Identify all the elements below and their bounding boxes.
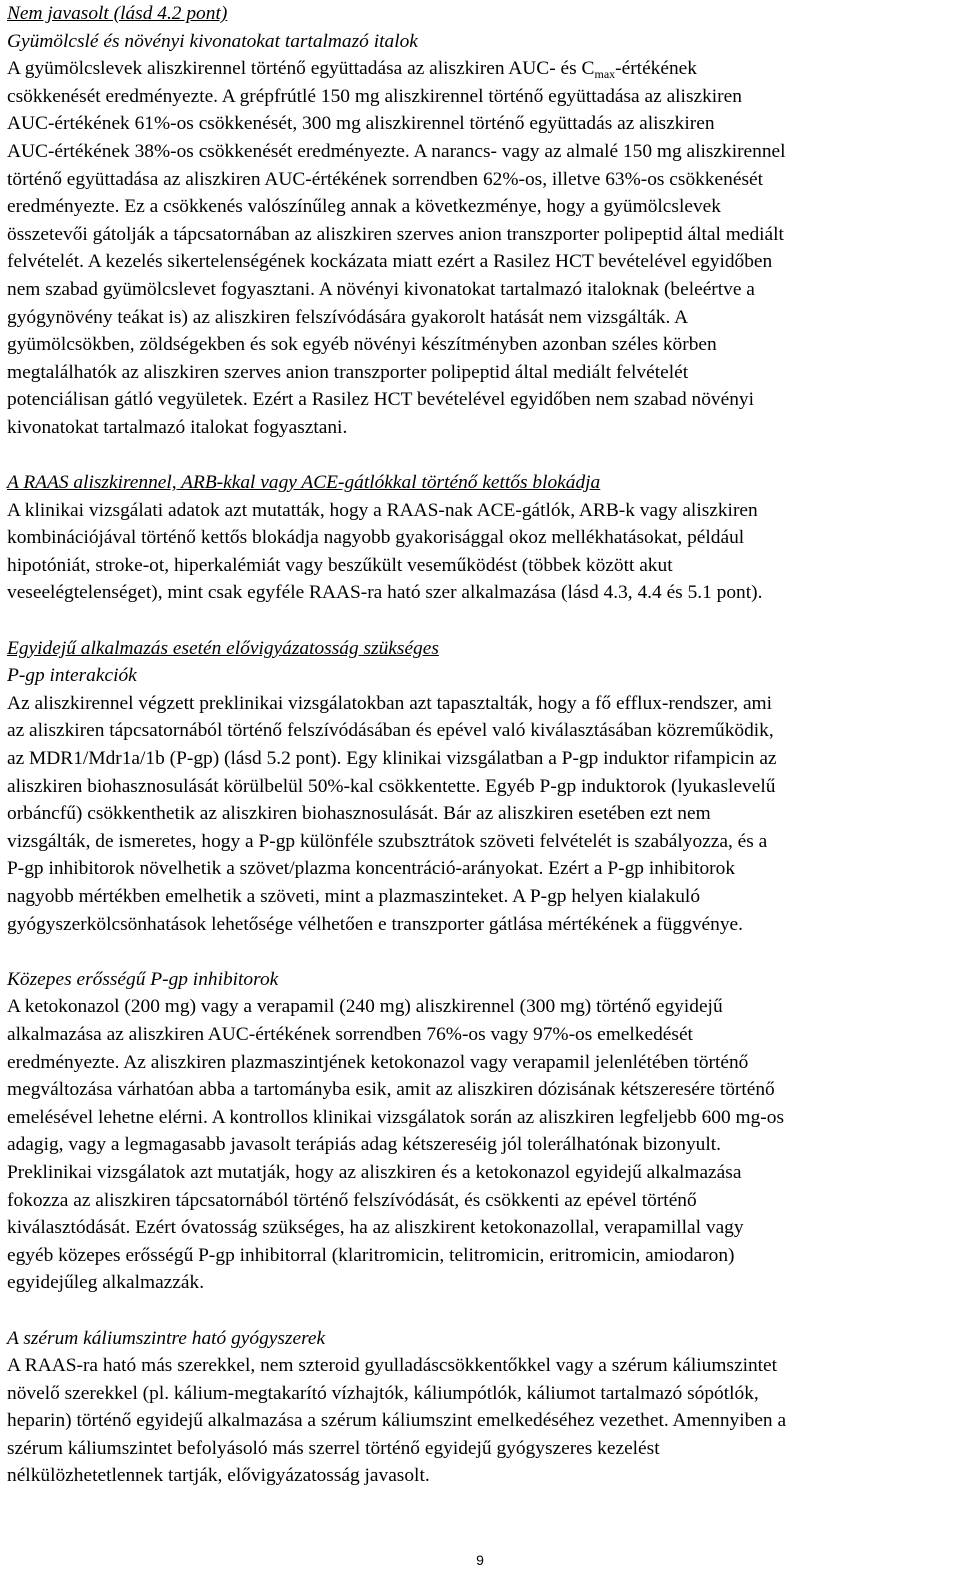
paragraph-line: nélkülözhetetlennek tartják, elővigyázatosság javasolt. (7, 1465, 430, 1487)
paragraph-line: veseelégtelenséget), mint csak egyféle RAAS-ra ható szer alkalmazása (lásd 4.3, 4.4 és 5.1 pont). (7, 582, 763, 604)
paragraph-line: A gyümölcslevek aliszkirennel történő együttadása az aliszkiren AUC- és $C_{max}$-értékének (7, 58, 697, 82)
section-heading-not-recommended: Nem javasolt (lásd 4.2 pont) (7, 3, 228, 24)
paragraph-line: AUC-értékének 38%-os csökkenését eredményezte. A narancs- vagy az almalé 150 mg aliszkirennel (7, 140, 786, 162)
paragraph-line: megtalálhatók az aliszkiren szerves anion transzporter polipeptid által mediált felvételét (7, 361, 689, 383)
paragraph-line: szérum káliumszintet befolyásoló más szerrel történő egyidejű gyógyszeres kezelést (7, 1437, 660, 1459)
paragraph-line: egyidejűleg alkalmazzák. (7, 1272, 205, 1294)
page-number: 9 (476, 1552, 484, 1568)
paragraph-line: eredményezte. Az aliszkiren plazmaszintjének ketokonazol vagy verapamil jelenlétében történő (7, 1051, 749, 1073)
paragraph-line: nagyobb mértékben emelhetik a szöveti, mint a plazmaszinteket. A P-gp helyen kialakuló (7, 886, 701, 907)
paragraph-line: kiválasztódását. Ezért óvatosság szükséges, ha az aliszkirent ketokonazollal, verapamillal vagy (7, 1217, 744, 1239)
paragraph-gap (7, 442, 953, 470)
paragraph-gap (7, 607, 953, 635)
paragraph-line: Az aliszkirennel végzett preklinikai vizsgálatokban azt tapasztalták, hogy a fő efflux-rendszer, ami (7, 692, 773, 714)
document-page (7, 0, 953, 1490)
paragraph-line: megváltozása várhatóan abba a tartományba esik, amit az aliszkiren dózisának kétszeresére történő (7, 1079, 775, 1101)
paragraph-line: alkalmazása az aliszkiren AUC-értékének sorrendben 76%-os vagy 97%-os emelkedését (7, 1023, 693, 1045)
subheading-moderate-pgp-inhibitors: Közepes erősségű P-gp inhibitorok (7, 968, 279, 990)
paragraph-line: csökkenését eredményezte. A grépfrútlé 150 mg aliszkirennel történő együttadása az aliszkiren (7, 85, 742, 107)
paragraph-line: potenciálisan gátló vegyületek. Ezért a Rasilez HCT bevételével egyidőben nem szabad növényi (7, 389, 754, 411)
paragraph-line: eredményezte. Ez a csökkenés valószínűleg annak a következménye, hogy a gyümölcslevek (7, 196, 721, 218)
paragraph-line: P-gp inhibitorok növelhetik a szövet/plazma koncentráció-arányokat. Ezért a P-gp inhibitorok (7, 858, 736, 880)
paragraph-gap (7, 938, 953, 966)
subheading-pgp-interactions: P-gp interakciók (7, 665, 137, 687)
paragraph-line: felvételét. A kezelés sikertelenségének kockázata miatt ezért a Rasilez HCT bevételével egyidőben (7, 251, 773, 273)
paragraph-line: A ketokonazol (200 mg) vagy a verapamil (240 mg) aliszkirennel (300 mg) történő egyidejű (7, 996, 723, 1018)
paragraph-line: történő együttadása az aliszkiren AUC-értékének sorrendben 62%-os, illetve 63%-os csökkenését (7, 168, 763, 190)
section-heading-raas-blockade: A RAAS aliszkirennel, ARB-kkal vagy ACE-gátlókkal történő kettős blokádja (7, 472, 601, 494)
paragraph-line: gyógyszerkölcsönhatások lehetősége vélhetően e transzporter gátlása mértékének a függvénye. (7, 913, 744, 935)
paragraph-line: hipotóniát, stroke-ot, hiperkalémiát vagy beszűkült veseműködést (többek között akut (7, 554, 673, 576)
paragraph-line: A klinikai vizsgálati adatok azt mutatták, hogy a RAAS-nak ACE-gátlók, ARB-k vagy aliszkiren (7, 499, 758, 521)
subheading-juices: Gyümölcslé és növényi kivonatokat tartalmazó italok (7, 30, 418, 52)
paragraph-line: egyéb közepes erősségű P-gp inhibitorral (klaritromicin, telitromicin, eritromicin, amiodaron) (7, 1244, 735, 1266)
paragraph-line: növelő szerekkel (pl. kálium-megtakarító vízhajtók, káliumpótlók, káliumot tartalmazó sópótlók, (7, 1382, 759, 1404)
paragraph-line: gyümölcsökben, zöldségekben és sok egyéb növényi készítményben azonban széles körben (7, 334, 717, 356)
paragraph-line: orbáncfű) csökkenthetik az aliszkiren biohasznosulását. Bár az aliszkiren esetében ezt nem (7, 803, 711, 825)
paragraph-line: összetevői gátolják a tápcsatornában az aliszkiren szerves anion transzporter polipeptid által mediált (7, 223, 784, 245)
subheading-potassium: A szérum káliumszintre ható gyógyszerek (7, 1327, 326, 1349)
paragraph-line: Preklinikai vizsgálatok azt mutatják, hogy az aliszkiren és a ketokonazol egyidejű alkalmazása (7, 1161, 742, 1183)
paragraph-line: nem szabad gyümölcslevet fogyasztani. A növényi kivonatokat tartalmazó italoknak (beleértve a (7, 278, 755, 300)
paragraph-line: az aliszkiren tápcsatornából történő felszívódásában és epével való kiválasztásában közreműködik, (7, 720, 774, 742)
paragraph-line: A RAAS-ra ható más szerekkel, nem szteroid gyulladáscsökkentőkkel vagy a szérum káliumszintet (7, 1355, 778, 1377)
paragraph-line: gyógynövény teákat is) az aliszkiren felszívódására gyakorolt hatását nem vizsgálták. A (7, 306, 689, 328)
paragraph-line: kombinációjával történő kettős blokádja nagyobb gyakorisággal okoz mellékhatásokat, például (7, 527, 745, 549)
paragraph-line: heparin) történő egyidejű alkalmazása a szérum káliumszint emelkedéséhez vezethet. Amennyiben a (7, 1410, 787, 1432)
paragraph-line: adagig, vagy a legmagasabb javasolt terápiás adag kétszereséig jól tolerálhatónak bizonyult. (7, 1134, 721, 1156)
paragraph-gap (7, 1297, 953, 1325)
paragraph-line: kivonatokat tartalmazó italokat fogyasztani. (7, 416, 348, 438)
cmax-subscript: max (594, 67, 616, 82)
paragraph-line: emelésével lehetne elérni. A kontrollos klinikai vizsgálatok során az aliszkiren legfeljebb 600 mg-os (7, 1106, 785, 1128)
paragraph-line: fokozza az aliszkiren tápcsatornából történő felszívódását, és csökkenti az epével történő (7, 1189, 697, 1211)
section-heading-caution: Egyidejű alkalmazás esetén elővigyázatosság szükséges (7, 637, 439, 659)
paragraph-line: AUC-értékének 61%-os csökkenését, 300 mg aliszkirennel történő együttadás az aliszkiren (7, 113, 715, 135)
paragraph-line: aliszkiren biohasznosulását körülbelül 50%-kal csökkentette. Egyéb P-gp induktorok (lyukaslevelű (7, 775, 776, 797)
paragraph-line: vizsgálták, de ismeretes, hogy a P-gp különféle szubsztrátok szöveti felvételét is szabályozza, és a (7, 830, 768, 852)
paragraph-line: az MDR1/Mdr1a/1b (P-gp) (lásd 5.2 pont). Egy klinikai vizsgálatban a P-gp induktor rifampicin az (7, 748, 777, 770)
